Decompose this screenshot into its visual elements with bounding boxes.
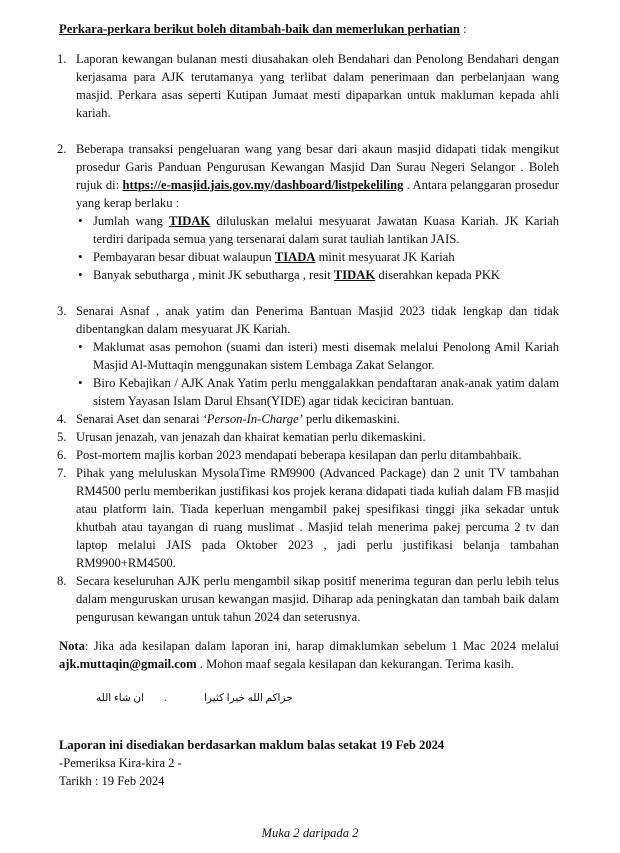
item-number: 8.	[57, 574, 67, 588]
item-text: Secara keseluruhan AJK perlu mengambil sikap positif menerima teguran dan perlu lebih telus dalam menguruskan urusan kewangan masjid. Diharap ada peningkatan dan tambah baik dalam pengurusan kewangan untuk tahun 2024 dan seterusnya.	[76, 574, 559, 624]
item-number: 7.	[57, 466, 67, 480]
note-text: : Jika ada kesilapan dalam laporan ini, harap dimaklumkan sebelum 1 Mac 2024 melalui	[84, 639, 559, 653]
arabic-insyaallah: ان شاء الله	[96, 693, 145, 704]
list-item-2	[59, 140, 559, 284]
list-item-3	[59, 302, 559, 410]
emphasis-text: ‘Person-In-Charge’	[202, 412, 303, 426]
emphasis-text: TIDAK	[168, 214, 211, 228]
emphasis-text: TIDAK	[333, 268, 376, 282]
sub-text: Jumlah wang	[93, 214, 169, 228]
item-text: Post-mortem majlis korban 2023 mendapati beberapa kesilapan dan perlu ditambahbaik.	[76, 448, 522, 462]
note-text-cont: . Mohon maaf segala kesilapan dan kekurangan. Terima kasih.	[196, 657, 514, 671]
list-item-8	[59, 572, 559, 626]
item-number: 4.	[57, 412, 67, 426]
list-item-6	[59, 446, 559, 464]
item-text: Senarai Asnaf , anak yatim dan Penerima Bantuan Masjid 2023 tidak lengkap dan tidak dibentangkan dalam mesyuarat JK Kariah.	[76, 304, 559, 336]
pekeliling-link[interactable]: https://e-masjid.jais.gov.my/dashboard/listpekeliling	[122, 178, 404, 192]
note-label: Nota	[59, 639, 85, 653]
emphasis-text: TIADA	[274, 250, 316, 264]
item-text: Pihak yang meluluskan MysolaTime RM9900 (Advanced Package) dan 2 unit TV tambahan RM4500 perlu memberikan justifikasi kos projek kerana didapati tiada kuliah dalam FB masjid atau platform lain. Tiada keperluan mengambil pakej spesifikasi tinggi jika sekadar untuk khutbah atau tayangan di ruang muslimat . Masjid telah menerima pakej percuma 2 tv dan laptop melalui JAIS pada Oktober 2023 , jadi perlu justifikasi belanja tambahan RM9900+RM4500.	[76, 466, 559, 570]
item-text-cont: perlu dikemaskini.	[302, 412, 400, 426]
item-number: 5.	[57, 430, 67, 444]
issues-list	[59, 50, 559, 626]
item-number: 1.	[57, 52, 67, 66]
sub-item: • Maklumat asas pemohon (suami dan isteri) mesti disemak melalui Penolong Amil Kariah Masjid Al-Muttaqin menggunakan sistem Lembaga Zakat Selangor.	[76, 338, 559, 374]
sub-item: • Biro Kebajikan / AJK Anak Yatim perlu menggalakkan pendaftaran anak-anak yatim dalam sistem Yayasan Islam Darul Ehsan(YIDE) agar tidak keciciran bantuan.	[76, 374, 559, 410]
item-number: 2.	[57, 142, 67, 156]
section-heading	[59, 20, 559, 38]
arabic-separator: .	[164, 693, 167, 704]
sub-item	[76, 248, 559, 266]
item-number: 3.	[57, 304, 67, 318]
report-date: Tarikh : 19 Feb 2024	[59, 774, 165, 788]
report-info	[59, 736, 559, 790]
sub-text: diserahkan kepada PKK	[375, 268, 501, 282]
item-text: Laporan kewangan bulanan mesti diusahakan oleh Bendahari dan Penolong Bendahari dengan kerjasama para AJK terutamanya yang terlibat dalam penerimaan dan perbelanjaan wang masjid. Perkara asas seperti Kutipan Jumaat mesti dipaparkan untuk makluman kepada ahli kariah.	[76, 52, 559, 120]
page-number: Muka 2 daripada 2	[261, 826, 359, 840]
item-text: Beberapa transaksi pengeluaran wang yang besar dari akaun masjid didapati tidak mengikut prosedur Garis Panduan Pengurusan Kewangan Masjid Dan Surau Negeri Selangor . Boleh rujuk di:	[76, 142, 559, 192]
item-text: Senarai Aset dan senarai	[76, 412, 203, 426]
report-title: Laporan ini disediakan berdasarkan maklum balas setakat 19 Feb 2024	[59, 738, 445, 752]
sub-list	[76, 212, 559, 284]
sub-text: Pembayaran besar dibuat walaupun	[93, 250, 275, 264]
item-text: Urusan jenazah, van jenazah dan khairat kematian perlu dikemaskini.	[76, 430, 426, 444]
sub-text: diluluskan melalui mesyuarat Jawatan Kuasa Kariah. JK Kariah terdiri daripada semua yang tersenarai dalam surat tauliah lantikan JAIS.	[93, 214, 559, 246]
item-text-cont: . Antara pelanggaran prosedur yang kerap berlaku :	[76, 178, 559, 210]
report-checker: -Pemeriksa Kira-kira 2 -	[59, 756, 182, 770]
arabic-jazakallah: جزاكم الله خيرا كثيرا	[204, 693, 293, 704]
heading-text: Perkara-perkara berikut boleh ditambah-baik dan memerlukan perhatian	[59, 22, 460, 36]
sub-text: Banyak sebutharga , minit JK sebutharga , resit	[93, 268, 334, 282]
list-item-5	[59, 428, 559, 446]
list-item-1	[59, 50, 559, 122]
list-item-7	[59, 464, 559, 572]
note-paragraph	[59, 637, 559, 673]
heading-suffix: :	[459, 22, 467, 36]
sub-item	[76, 266, 559, 284]
item-number: 6.	[57, 448, 67, 462]
sub-list	[76, 338, 559, 410]
sub-item	[76, 212, 559, 248]
contact-email[interactable]: ajk.muttaqin@gmail.com	[59, 657, 197, 671]
sub-text: minit mesyuarat JK Kariah	[315, 250, 455, 264]
list-item-4	[59, 410, 559, 428]
